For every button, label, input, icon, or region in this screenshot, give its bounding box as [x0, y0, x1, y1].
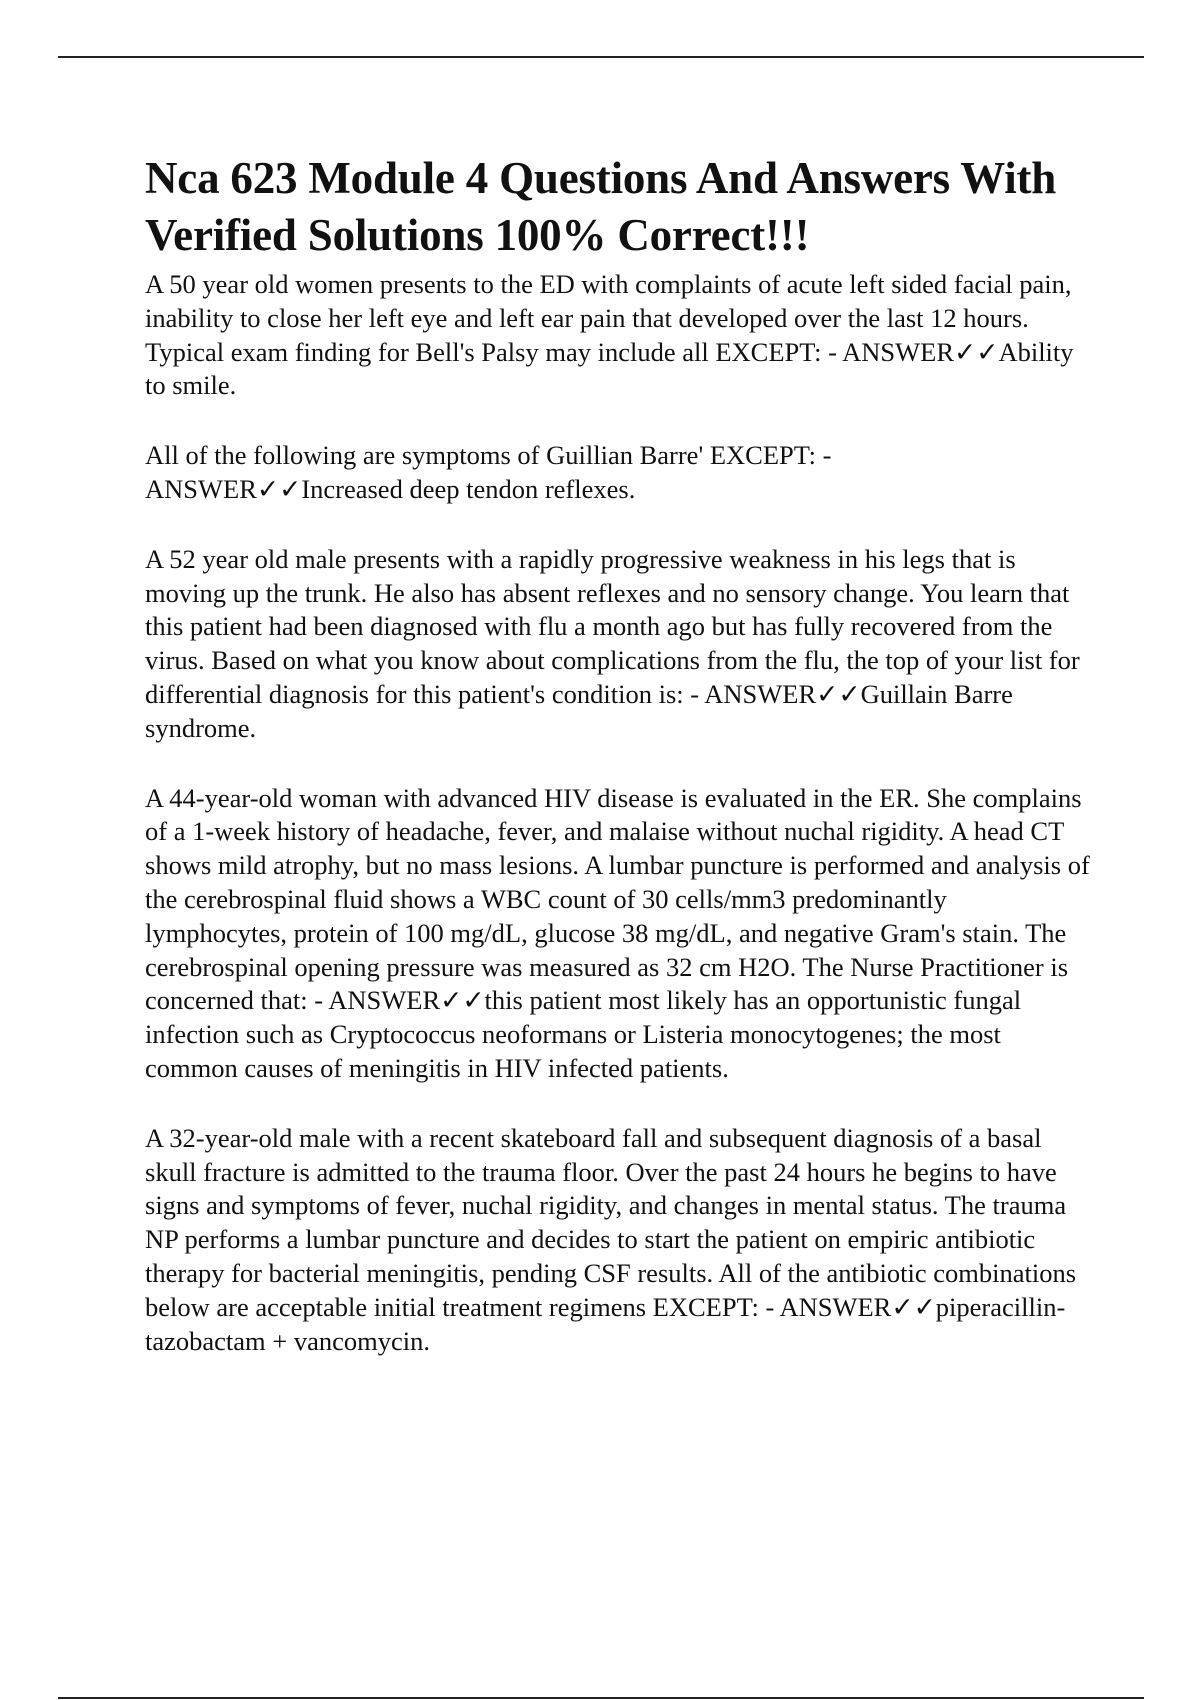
separator: -	[821, 336, 843, 367]
bottom-rule	[58, 1697, 1144, 1699]
check-icon: ✓✓	[816, 678, 861, 709]
answer-text: Increased deep tendon reflexes.	[301, 473, 636, 504]
answer-text: this patient most likely has an opportunistic fungal infection such as Cryptococcus neoformans or Listeria monocytogenes; the most common causes of meningitis in HIV infected patients.	[145, 985, 1022, 1083]
document-body	[145, 150, 1090, 1394]
qa-item-5	[145, 1122, 1090, 1359]
qa-item-3	[145, 543, 1090, 746]
question-text: A 50 year old women presents to the ED with complaints of acute left sided facial pain, inability to close her left eye and left ear pain that developed over the last 12 hours. Typical exam finding for Bell's Palsy may include all EXCEPT:	[145, 269, 1072, 367]
check-icon: ✓✓	[954, 336, 999, 367]
separator: -	[816, 440, 832, 471]
qa-item-1	[145, 268, 1090, 403]
question-text: All of the following are symptoms of Guillian Barre' EXCEPT:	[145, 440, 817, 471]
qa-item-2	[145, 439, 1090, 507]
check-icon: ✓✓	[256, 473, 302, 504]
separator: -	[683, 678, 705, 709]
qa-item-4	[145, 782, 1090, 1086]
answer-label: ANSWER	[145, 473, 257, 504]
document-title: Nca 623 Module 4 Questions And Answers With Verified Solutions 100% Correct!!!	[145, 153, 1057, 260]
question-text: A 52 year old male presents with a rapidly progressive weakness in his legs that is moving up the trunk. He also has absent reflexes and no sensory change. You learn that this patient had been diagnosed with flu a month ago but has fully recovered from the virus. Based on what you know about complications from the flu, the top of your list for differential diagnosis for this patient's condition is:	[145, 543, 1080, 709]
check-icon: ✓✓	[891, 1291, 936, 1322]
top-rule	[58, 56, 1144, 58]
separator: -	[307, 985, 329, 1016]
question-text: A 32-year-old male with a recent skateboard fall and subsequent diagnosis of a basal skull fracture is admitted to the trauma floor. Over the past 24 hours he begins to have signs and symptoms of fever, nuchal rigidity, and changes in mental status. The trauma NP performs a lumbar puncture and decides to start the patient on empiric antibiotic therapy for bacterial meningitis, pending CSF results. All of the antibiotic combinations below are acceptable initial treatment regimens EXCEPT:	[145, 1122, 1077, 1322]
answer-label: ANSWER	[842, 336, 955, 367]
answer-text: piperacillin-tazobactam + vancomycin.	[145, 1291, 1066, 1356]
check-icon: ✓✓	[440, 985, 485, 1016]
answer-label: ANSWER	[328, 985, 441, 1016]
answer-text: Ability to smile.	[145, 336, 1074, 401]
separator: -	[758, 1291, 780, 1322]
answer-text: Guillain Barre syndrome.	[145, 678, 1013, 743]
answer-label: ANSWER	[779, 1291, 892, 1322]
answer-label: ANSWER	[704, 678, 817, 709]
question-text: A 44-year-old woman with advanced HIV disease is evaluated in the ER. She complains of a 1-week history of headache, fever, and malaise without nuchal rigidity. A head CT shows mild atrophy, but no mass lesions. A lumbar puncture is performed and analysis of the cerebrospinal fluid shows a WBC count of 30 cells/mm3 predominantly lymphocytes, protein of 100 mg/dL, glucose 38 mg/dL, and negative Gram's stain. The cerebrospinal opening pressure was measured as 32 cm H2O. The Nurse Practitioner is concerned that:	[145, 782, 1090, 1016]
